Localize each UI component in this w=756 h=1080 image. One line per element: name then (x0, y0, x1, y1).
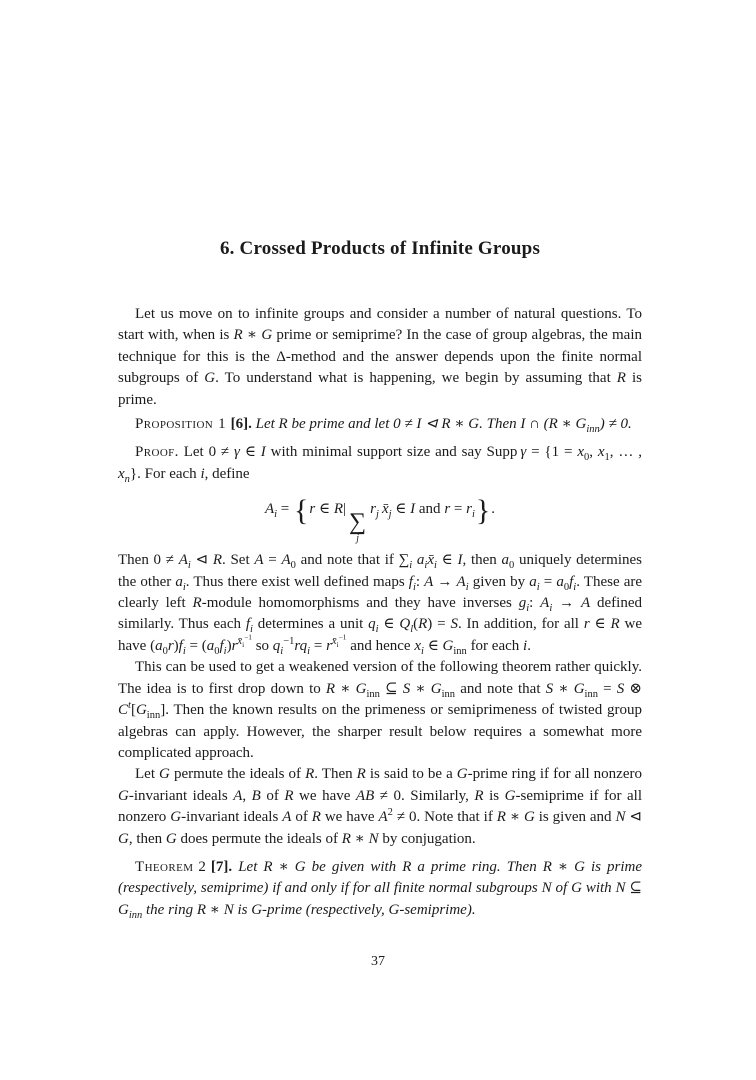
proof-paragraph (118, 442, 642, 485)
proof-label: Proof. (135, 444, 179, 461)
proposition-ref: [6]. (230, 416, 252, 433)
theorem-body: Let R ∗ G be given with R a prime ring. Then R ∗ G is prime (respectively, semiprime) if and only if for all finite normal subgroups N of G with N ⊆ $G_{inn}$ the ring R ∗ N is G-prime (respectively, G-semiprime). (118, 858, 642, 921)
proposition-1 (118, 414, 642, 435)
theorem-ref: [7]. (210, 858, 233, 875)
theorem-label: Theorem (135, 858, 194, 875)
proof-intro: Let 0 ≠ γ ∈ I with minimal support size and say Supp $\gamma = \{1 = x_0$, $x_1$, … , $x_n$}. For each i, define (118, 444, 643, 485)
post-equation-paragraph: Then $0 \ne A_i$ ⊲ R. Set $A = A_0$ and note that if $\sum_i$ $a_ix̄_i$ ∈ I, then $a_0$ uniquely determines the other $a_i$. Thus there exist well defined maps $f_i$: $A \to A_i$ given by $a_i = a_0f_i$. These are clearly left R-module homomorphisms and they have inverses $g_i$: $A_i \to A$ defined similarly. Thus each $f_i$ determines a unit $q_i$ ∈ $Q_l(R) = S$. In addition, for all r ∈ R we have $(a_0r)f_i = (a_0f_i)r^{x̄_i^{-1}}$ so $q_i^{-1}rq_i = r^{x̄_i^{-1}}$ and hence $x_i$ ∈ $G_{inn}$ for each i. (118, 552, 643, 657)
theorem-number: 2 (198, 858, 206, 875)
proposition-number: 1 (218, 416, 226, 433)
page-number: 37 (371, 954, 385, 969)
proposition-body: Let R be prime and let 0 ≠ I ⊲ R ∗ G. Then I ∩ (R ∗ $G_{inn}) \ne 0$. (255, 416, 632, 436)
intro-paragraph: Let us move on to infinite groups and consider a number of natural questions. To start with, when is R ∗ G prime or semiprime? In the case of group algebras, the main technique for this is the Δ-method and the answer depends upon the finite normal subgroups of G. To understand what is happening, we begin by assuming that R is prime. (118, 306, 642, 408)
theorem-2 (118, 857, 642, 921)
display-equation: $A_i = \{r$ ∈ R| ∑ j $r_j$ $x̄_j$ ∈ I and $r = r_i$}. (264, 494, 496, 545)
g-prime-definition-paragraph: Let G permute the ideals of R. Then R is said to be a G-prime ring if for all nonzero G-invariant ideals A, B of R we have AB ≠ 0. Similarly, R is G-semiprime if for all nonzero G-invariant ideals A of R we have $A^2 \ne 0$. Note that if R ∗ G is given and N ⊲ G, then G does permute the ideals of R ∗ N by conjugation. (118, 766, 643, 847)
weakened-version-paragraph: This can be used to get a weakened version of the following theorem rather quickly. The idea is to first drop down to R ∗ $G_{inn}$ ⊆ S ∗ $G_{inn}$ and note that S ∗ $G_{inn} = S$ ⊗ $C^t[G_{inn}]$. Then the known results on the primeness or semiprimeness of twisted group algebras can apply. However, the sharper result below requires a somewhat more complicated approach. (118, 659, 642, 761)
proposition-label: Proposition (135, 416, 214, 433)
section-title: 6. Crossed Products of Infinite Groups (219, 238, 541, 259)
page-content (118, 238, 642, 921)
